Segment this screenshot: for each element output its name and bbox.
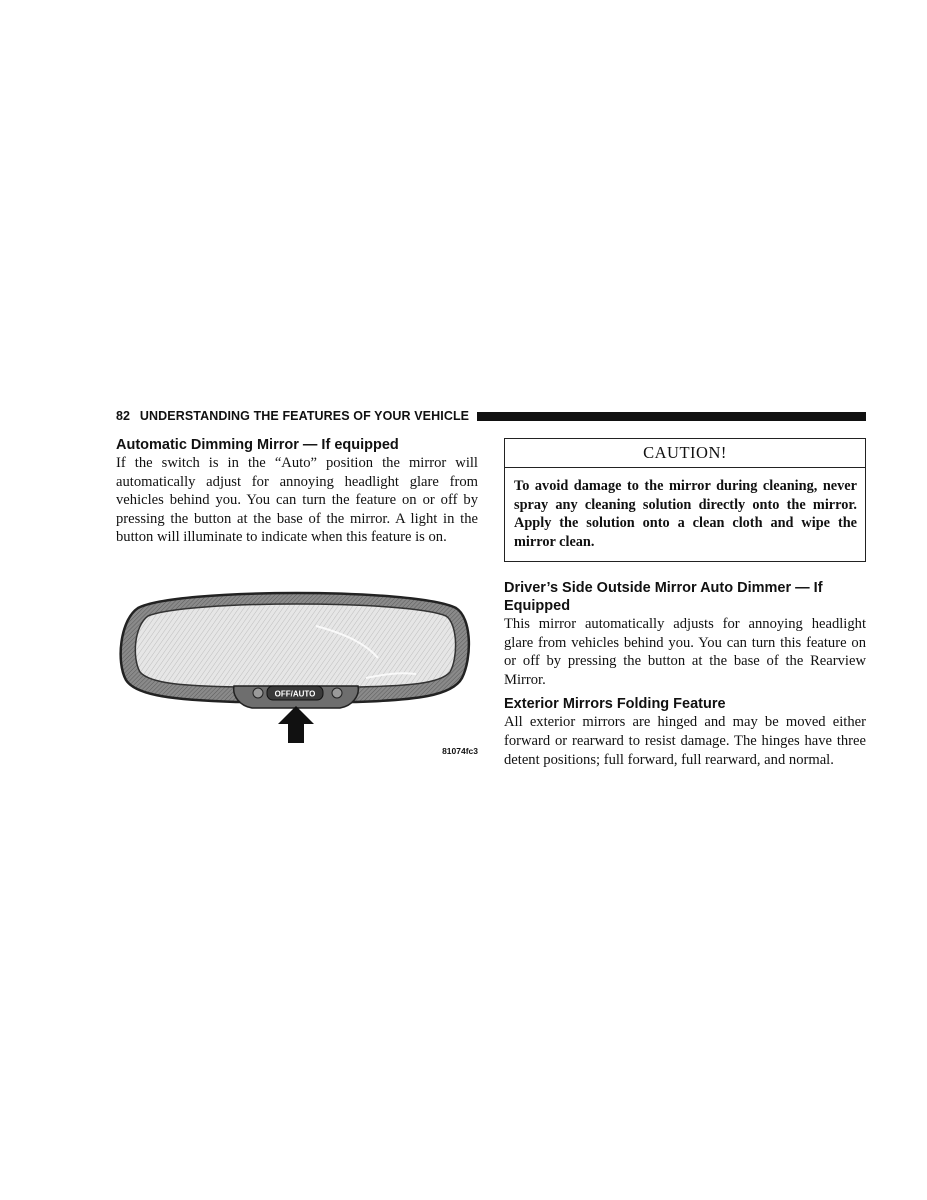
- chapter-title: UNDERSTANDING THE FEATURES OF YOUR VEHICLE: [139, 409, 470, 423]
- up-arrow-icon: [278, 706, 314, 743]
- sensor-indicator-left: [253, 688, 263, 698]
- page-header: [116, 408, 866, 424]
- section-heading-automatic-dimming-mirror: Automatic Dimming Mirror — If equipped: [116, 437, 399, 453]
- section-heading-outside-mirror-auto-dimmer: Driver’s Side Outside Mirror Auto Dimmer — If Equipped: [504, 580, 823, 614]
- rearview-mirror-illustration: [116, 588, 478, 768]
- caution-text: To avoid damage to the mirror during cleaning, never spray any cleaning solution directly onto the mirror. Apply the solution onto a clean cloth and wipe the mirror clean.: [514, 478, 857, 550]
- off-auto-button-label: OFF/AUTO: [274, 689, 316, 699]
- mirror-glass: [135, 604, 455, 687]
- section-heading-exterior-mirrors-folding: Exterior Mirrors Folding Feature: [504, 696, 726, 713]
- caution-title: CAUTION!: [505, 439, 865, 468]
- page-number: 82: [116, 409, 130, 423]
- caution-box: [504, 438, 866, 562]
- right-column: [504, 438, 866, 769]
- mirror-drawing: [116, 588, 478, 758]
- left-column: [116, 436, 478, 547]
- section-paragraph-exterior-mirrors-folding: All exterior mirrors are hinged and may be moved either forward or rearward to resist damage. The hinges have three detent positions; full forward, full rearward, and normal.: [504, 714, 866, 768]
- figure-code: 81074fc3: [442, 746, 478, 756]
- section-paragraph-automatic-dimming-mirror: If the switch is in the “Auto” position the mirror will automatically adjust for annoying headlight glare from vehicles behind you. You can turn the feature on or off by pressing the button at the base of the mirror. A light in the button will illuminate to indicate when this feature is on.: [116, 455, 478, 546]
- header-rule: [477, 412, 866, 421]
- sensor-indicator-right: [332, 688, 342, 698]
- section-paragraph-outside-mirror-auto-dimmer: This mirror automatically adjusts for annoying headlight glare from vehicles behind you. You can turn this feature on or off by pressing the button at the base of the Rearview Mirror.: [504, 616, 866, 688]
